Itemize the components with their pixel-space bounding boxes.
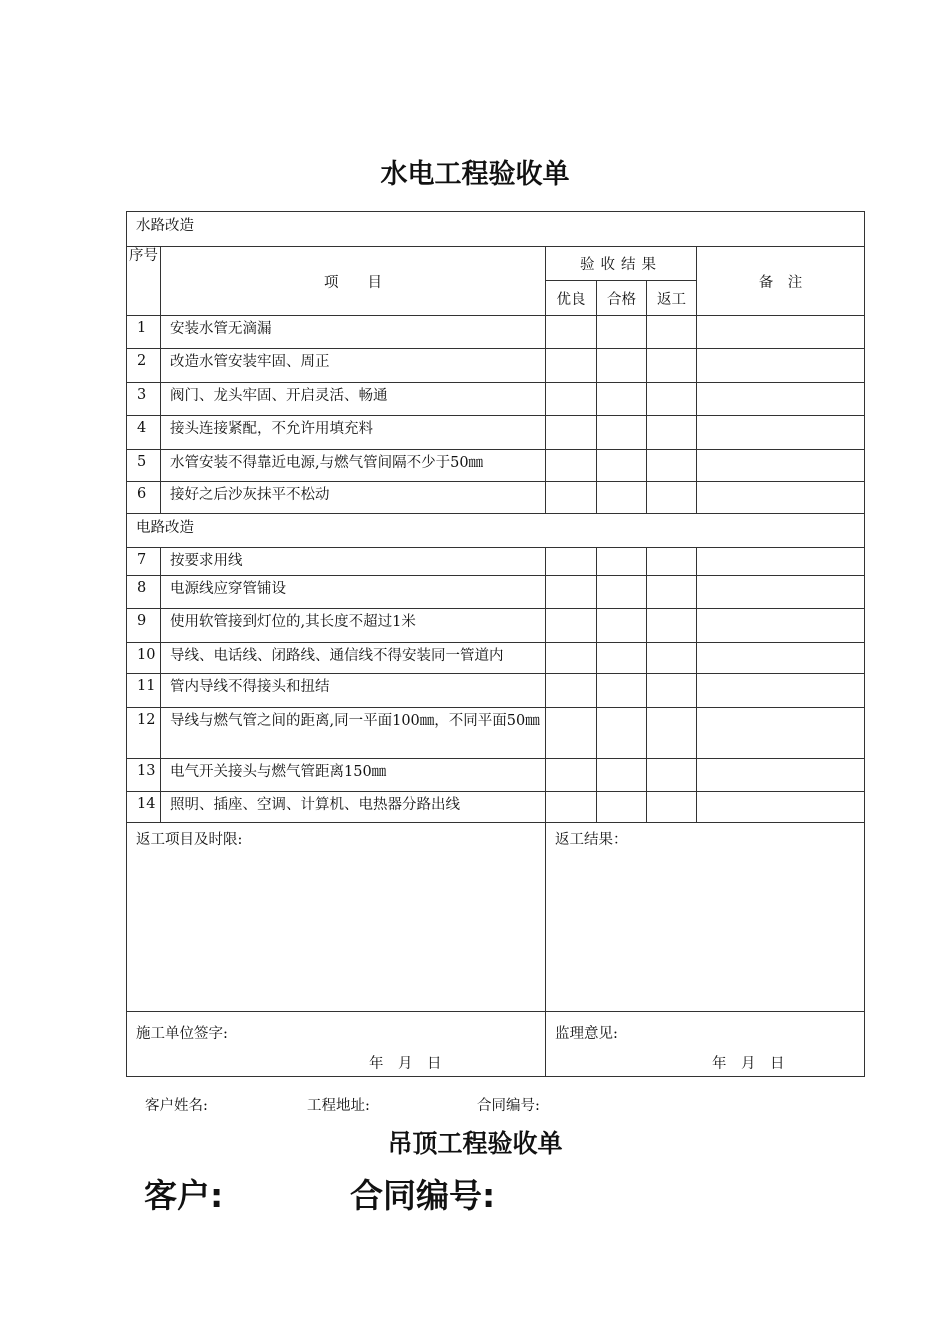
- rework-result-cell[interactable]: [546, 823, 865, 1012]
- good-check-cell[interactable]: [546, 450, 597, 482]
- rework-check-cell[interactable]: [647, 383, 697, 416]
- supervisor-label: 监理意见:: [555, 1026, 618, 1042]
- rework-result-label: 返工结果：: [555, 832, 628, 848]
- row-number: 8: [127, 576, 161, 609]
- table-row: [127, 609, 865, 643]
- note-cell[interactable]: [697, 576, 865, 609]
- good-check-cell[interactable]: [546, 759, 597, 792]
- pass-check-cell[interactable]: [597, 609, 647, 643]
- table-row: [127, 548, 865, 576]
- row-item: 改造水管安装牢固、周正: [161, 349, 546, 383]
- row-item: 管内导线不得接头和扭结: [161, 674, 546, 708]
- note-cell[interactable]: [697, 450, 865, 482]
- note-header: 备 注: [697, 247, 865, 316]
- row-item: 电气开关接头与燃气管距离150㎜: [161, 759, 546, 792]
- acceptance-table: [126, 211, 865, 1077]
- rework-check-cell[interactable]: [647, 792, 697, 823]
- note-cell[interactable]: [697, 792, 865, 823]
- table-row: [127, 416, 865, 450]
- customer-name-label: 客户姓名:: [145, 1098, 208, 1114]
- row-number: 1: [127, 316, 161, 349]
- table-row: [127, 576, 865, 609]
- good-check-cell[interactable]: [546, 383, 597, 416]
- rework-check-cell[interactable]: [647, 643, 697, 674]
- ceiling-form-title: 吊顶工程验收单: [387, 1129, 563, 1158]
- electric-section-heading: 电路改造: [127, 514, 865, 548]
- rework-check-cell[interactable]: [647, 416, 697, 450]
- good-check-cell[interactable]: [546, 548, 597, 576]
- result-header: 验收结果: [546, 247, 697, 281]
- row-number: 14: [127, 792, 161, 823]
- table-row: [127, 316, 865, 349]
- table-row: [127, 383, 865, 416]
- rework-check-cell[interactable]: [647, 482, 697, 514]
- rework-header: 返工: [647, 281, 697, 316]
- table-row: [127, 792, 865, 823]
- row-item: 安装水管无滴漏: [161, 316, 546, 349]
- supervisor-date: 年 月 日: [712, 1056, 785, 1072]
- contractor-sign-label: 施工单位签字:: [136, 1026, 228, 1042]
- good-check-cell[interactable]: [546, 643, 597, 674]
- note-cell[interactable]: [697, 482, 865, 514]
- note-cell[interactable]: [697, 708, 865, 759]
- row-number: 12: [127, 708, 161, 759]
- row-number: 6: [127, 482, 161, 514]
- rework-check-cell[interactable]: [647, 450, 697, 482]
- note-cell[interactable]: [697, 349, 865, 383]
- item-header: 项 目: [161, 247, 546, 316]
- pass-check-cell[interactable]: [597, 482, 647, 514]
- rework-items-label: 返工项目及时限:: [136, 832, 243, 848]
- pass-check-cell[interactable]: [597, 674, 647, 708]
- pass-check-cell[interactable]: [597, 576, 647, 609]
- good-header: 优良: [546, 281, 597, 316]
- pass-header: 合格: [597, 281, 647, 316]
- row-number: 13: [127, 759, 161, 792]
- row-item: 导线与燃气管之间的距离,同一平面100㎜，不同平面50㎜: [161, 708, 546, 759]
- table-row: [127, 643, 865, 674]
- rework-check-cell[interactable]: [647, 316, 697, 349]
- table-row: [127, 759, 865, 792]
- good-check-cell[interactable]: [546, 316, 597, 349]
- pass-check-cell[interactable]: [597, 316, 647, 349]
- note-cell[interactable]: [697, 383, 865, 416]
- row-item: 水管安装不得靠近电源,与燃气管间隔不少于50㎜: [161, 450, 546, 482]
- rework-check-cell[interactable]: [647, 576, 697, 609]
- contract-no-big-label: 合同编号:: [350, 1176, 496, 1215]
- row-number: 7: [127, 548, 161, 576]
- rework-items-cell[interactable]: [127, 823, 546, 1012]
- row-number: 4: [127, 416, 161, 450]
- table-row: [127, 482, 865, 514]
- note-cell[interactable]: [697, 548, 865, 576]
- good-check-cell[interactable]: [546, 792, 597, 823]
- table-row: [127, 450, 865, 482]
- row-number: 2: [127, 349, 161, 383]
- address-label: 工程地址:: [307, 1098, 370, 1114]
- row-number: 11: [127, 674, 161, 708]
- row-item: 接好之后沙灰抹平不松动: [161, 482, 546, 514]
- contractor-date: 年 月 日: [369, 1056, 442, 1072]
- contract-no-label: 合同编号:: [477, 1098, 540, 1114]
- pass-check-cell[interactable]: [597, 792, 647, 823]
- note-cell[interactable]: [697, 609, 865, 643]
- good-check-cell[interactable]: [546, 416, 597, 450]
- rework-check-cell[interactable]: [647, 759, 697, 792]
- row-item: 按要求用线: [161, 548, 546, 576]
- good-check-cell[interactable]: [546, 576, 597, 609]
- pass-check-cell[interactable]: [597, 548, 647, 576]
- note-cell[interactable]: [697, 643, 865, 674]
- seq-header: 序号: [127, 247, 161, 316]
- note-cell[interactable]: [697, 316, 865, 349]
- note-cell[interactable]: [697, 674, 865, 708]
- rework-check-cell[interactable]: [647, 609, 697, 643]
- rework-check-cell[interactable]: [647, 548, 697, 576]
- rework-check-cell[interactable]: [647, 674, 697, 708]
- rework-check-cell[interactable]: [647, 708, 697, 759]
- row-item: 使用软管接到灯位的,其长度不超过1米: [161, 609, 546, 643]
- row-number: 3: [127, 383, 161, 416]
- row-item: 导线、电话线、闭路线、通信线不得安装同一管道内: [161, 643, 546, 674]
- good-check-cell[interactable]: [546, 708, 597, 759]
- row-item: 接头连接紧配，不允许用填充料: [161, 416, 546, 450]
- row-item: 阀门、龙头牢固、开启灵活、畅通: [161, 383, 546, 416]
- pass-check-cell[interactable]: [597, 416, 647, 450]
- row-item: 照明、插座、空调、计算机、电热器分路出线: [161, 792, 546, 823]
- note-cell[interactable]: [697, 416, 865, 450]
- pass-check-cell[interactable]: [597, 643, 647, 674]
- table-row: [127, 708, 865, 759]
- contractor-sign-cell[interactable]: [127, 1012, 546, 1077]
- form-title: 水电工程验收单: [380, 159, 570, 190]
- good-check-cell[interactable]: [546, 674, 597, 708]
- row-number: 9: [127, 609, 161, 643]
- customer-big-label: 客户:: [144, 1176, 224, 1215]
- pass-check-cell[interactable]: [597, 349, 647, 383]
- pass-check-cell[interactable]: [597, 759, 647, 792]
- good-check-cell[interactable]: [546, 609, 597, 643]
- pass-check-cell[interactable]: [597, 450, 647, 482]
- table-row: [127, 674, 865, 708]
- row-number: 10: [127, 643, 161, 674]
- note-cell[interactable]: [697, 759, 865, 792]
- rework-check-cell[interactable]: [647, 349, 697, 383]
- row-item: 电源线应穿管铺设: [161, 576, 546, 609]
- good-check-cell[interactable]: [546, 482, 597, 514]
- water-section-heading: 水路改造: [127, 212, 865, 247]
- row-number: 5: [127, 450, 161, 482]
- good-check-cell[interactable]: [546, 349, 597, 383]
- pass-check-cell[interactable]: [597, 383, 647, 416]
- supervisor-cell[interactable]: [546, 1012, 865, 1077]
- table-row: [127, 349, 865, 383]
- pass-check-cell[interactable]: [597, 708, 647, 759]
